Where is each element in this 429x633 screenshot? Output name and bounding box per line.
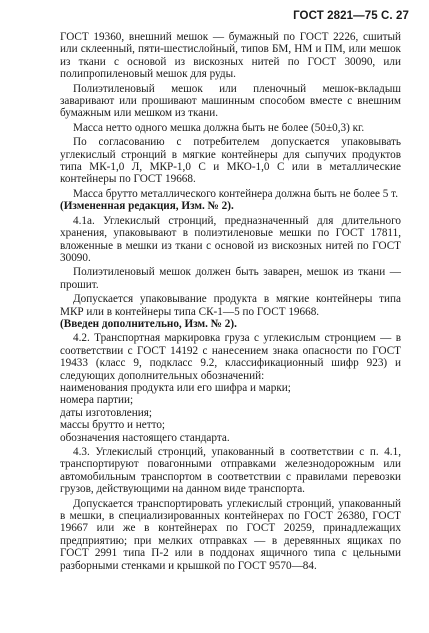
paragraph-welding: Полиэтиленовый мешок или пленочный мешок-вкладыш заваривают или прошивают машинным способом вместе с внешним бумажным или мешком из ткани.: [60, 82, 401, 120]
list-item: обозначения настоящего стандарта.: [60, 431, 230, 444]
paragraph-container-allowance: Допускается упаковывание продукта в мягкие контейнеры типа МКР или в контейнеры типа СК-1—5 по ГОСТ 19668.: [60, 293, 401, 318]
page-header: ГОСТ 2821—75 С. 27: [293, 10, 409, 22]
list-item: массы брутто и нетто;: [60, 419, 166, 432]
amendment-note-1: (Измененная редакция, Изм. № 2).: [60, 200, 234, 213]
list-item: номера партии;: [60, 394, 134, 407]
paragraph-sealing: Полиэтиленовый мешок должен быть заварен, мешок из ткани — прошит.: [60, 266, 401, 291]
document-body: [60, 31, 401, 574]
list-item: даты изготовления;: [60, 406, 152, 419]
paragraph-continuation: ГОСТ 19360, внешний мешок — бумажный по ГОСТ 2226, сшитый или склеенный, пяти-шестислойный, типов БМ, НМ и ПМ, или мешок из ткани с основой из вискозных нитей по ГОСТ 30090, или полипропиленовый мешок для руды.: [60, 31, 401, 81]
paragraph-net-mass: Масса нетто одного мешка должна быть не более (50±0,3) кг.: [73, 121, 365, 134]
paragraph-4-2: 4.2. Транспортная маркировка груза с углекислым стронцием — в соответствии с ГОСТ 14192 с нанесением знака опасности по ГОСТ 19433 (класс 9, подкласс 9.2, классификационный шифр 923) и следующих дополнительных обозначений:: [60, 332, 401, 382]
paragraph-4-3: 4.3. Углекислый стронций, упакованный в соответствии с п. 4.1, транспортируют повагонными отправками железнодорожным или автомобильным транспортом в соответствии с правилами перевозки грузов, действующими на данном виде транспорта.: [60, 446, 401, 496]
paragraph-4-1a: 4.1а. Углекислый стронций, предназначенный для длительного хранения, упаковывают в полиэтиленовые мешки по ГОСТ 17811, вложенные в мешки из ткани с основой из вискозных нитей по ГОСТ 30090.: [60, 214, 401, 264]
paragraph-gross-mass: Масса брутто металлического контейнера должна быть не более 5 т.: [73, 187, 399, 200]
amendment-note-2: (Введен дополнительно, Изм. № 2).: [60, 317, 237, 330]
list-item: наименования продукта или его шифра и марки;: [60, 381, 291, 394]
paragraph-soft-containers: По согласованию с потребителем допускается упаковывать углекислый стронций в мягкие контейнеры для сыпучих продуктов типа МК-1,0 Л, МКР-1,0 С и МКО-1,0 С или в металлические контейнеры по ГОСТ 19668.: [60, 136, 401, 186]
paragraph-transport-allowance: Допускается транспортировать углекислый стронций, упакованный в мешки, в специализированных контейнерах по ГОСТ 26380, ГОСТ 19667 или же в контейнерах по ГОСТ 20259, принадлежащих предприятию; при мелких отправках — в деревянных ящиках по ГОСТ 2991 типа П-2 или в поддонах ящичного типа с цельными разборными стенками и крышкой по ГОСТ 9570—84.: [60, 497, 401, 572]
